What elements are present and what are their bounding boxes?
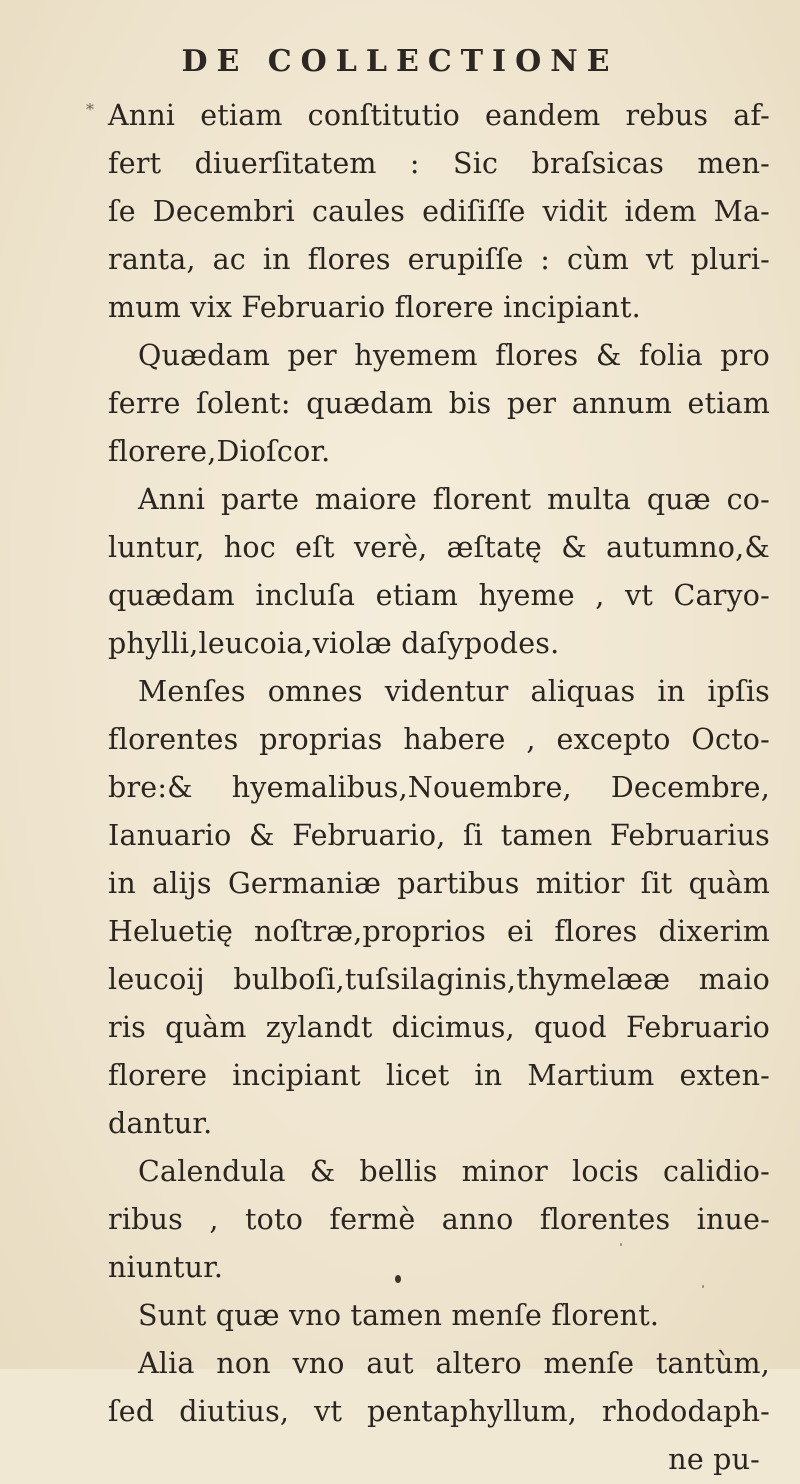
ink-speck <box>395 1275 401 1283</box>
catchword: ne pu- <box>668 1443 760 1476</box>
text-line: quædam incluſa etiam hyeme , vt Caryo- <box>108 579 770 612</box>
text-line: florere,Dioſcor. <box>108 435 331 468</box>
text-line: leucoij bulboſi,tuſsilaginis,thymelææ maio <box>108 963 770 996</box>
text-line: phylli,leucoia,violæ daſypodes. <box>108 627 560 660</box>
ink-speck <box>620 1243 622 1246</box>
text-line: Heluetię noſtræ,proprios ei flores dixerim <box>108 915 770 948</box>
text-block <box>108 92 770 1484</box>
ink-speck <box>702 1285 704 1288</box>
text-line: ſed diutius, vt pentaphyllum, rhododaph- <box>108 1395 770 1428</box>
text-line: ſe Decembri caules ediſiſſe vidit idem Ma- <box>108 195 770 228</box>
text-line: Alia non vno aut altero menſe tantùm, <box>138 1347 770 1380</box>
text-line: niuntur. <box>108 1251 224 1284</box>
text-line: florere incipiant licet in Martium exten- <box>108 1059 770 1092</box>
text-line: Ianuario & Februario, ſi tamen Februarius <box>108 819 770 852</box>
text-line: mum vix Februario florere incipiant. <box>108 291 641 324</box>
text-line: ribus , toto fermè anno florentes inue- <box>108 1203 770 1236</box>
running-head: DE COLLECTIONE <box>181 44 619 79</box>
text-line: luntur, hoc eſt verè, æſtatę & autumno,& <box>108 531 770 564</box>
text-line: dantur. <box>108 1107 213 1140</box>
text-line: Anni parte maiore florent multa quæ co- <box>138 483 770 516</box>
text-line: in alijs Germaniæ partibus mitior ſit quàm <box>108 867 770 900</box>
text-line: ferre ſolent: quædam bis per annum etiam <box>108 387 770 420</box>
text-line: fert diuerſitatem : Sic braſsicas men- <box>108 147 770 180</box>
text-line: Quædam per hyemem flores & folia pro <box>138 339 770 372</box>
text-line: ris quàm zylandt dicimus, quod Februario <box>108 1011 770 1044</box>
text-line: florentes proprias habere , excepto Octo- <box>108 723 770 756</box>
text-line: bre:& hyemalibus,Nouembre, Decembre, <box>108 771 770 804</box>
text-line: ranta, ac in flores erupiſſe : cùm vt pluri- <box>108 243 770 276</box>
text-line: Anni etiam conſtitutio eandem rebus af- <box>108 99 770 132</box>
text-line: Menſes omnes videntur aliquas in ipſis <box>138 675 770 708</box>
text-line: Calendula & bellis minor locis calidio- <box>138 1155 770 1188</box>
margin-mark: * <box>86 100 94 119</box>
text-line: Sunt quæ vno tamen menſe florent. <box>138 1299 660 1332</box>
